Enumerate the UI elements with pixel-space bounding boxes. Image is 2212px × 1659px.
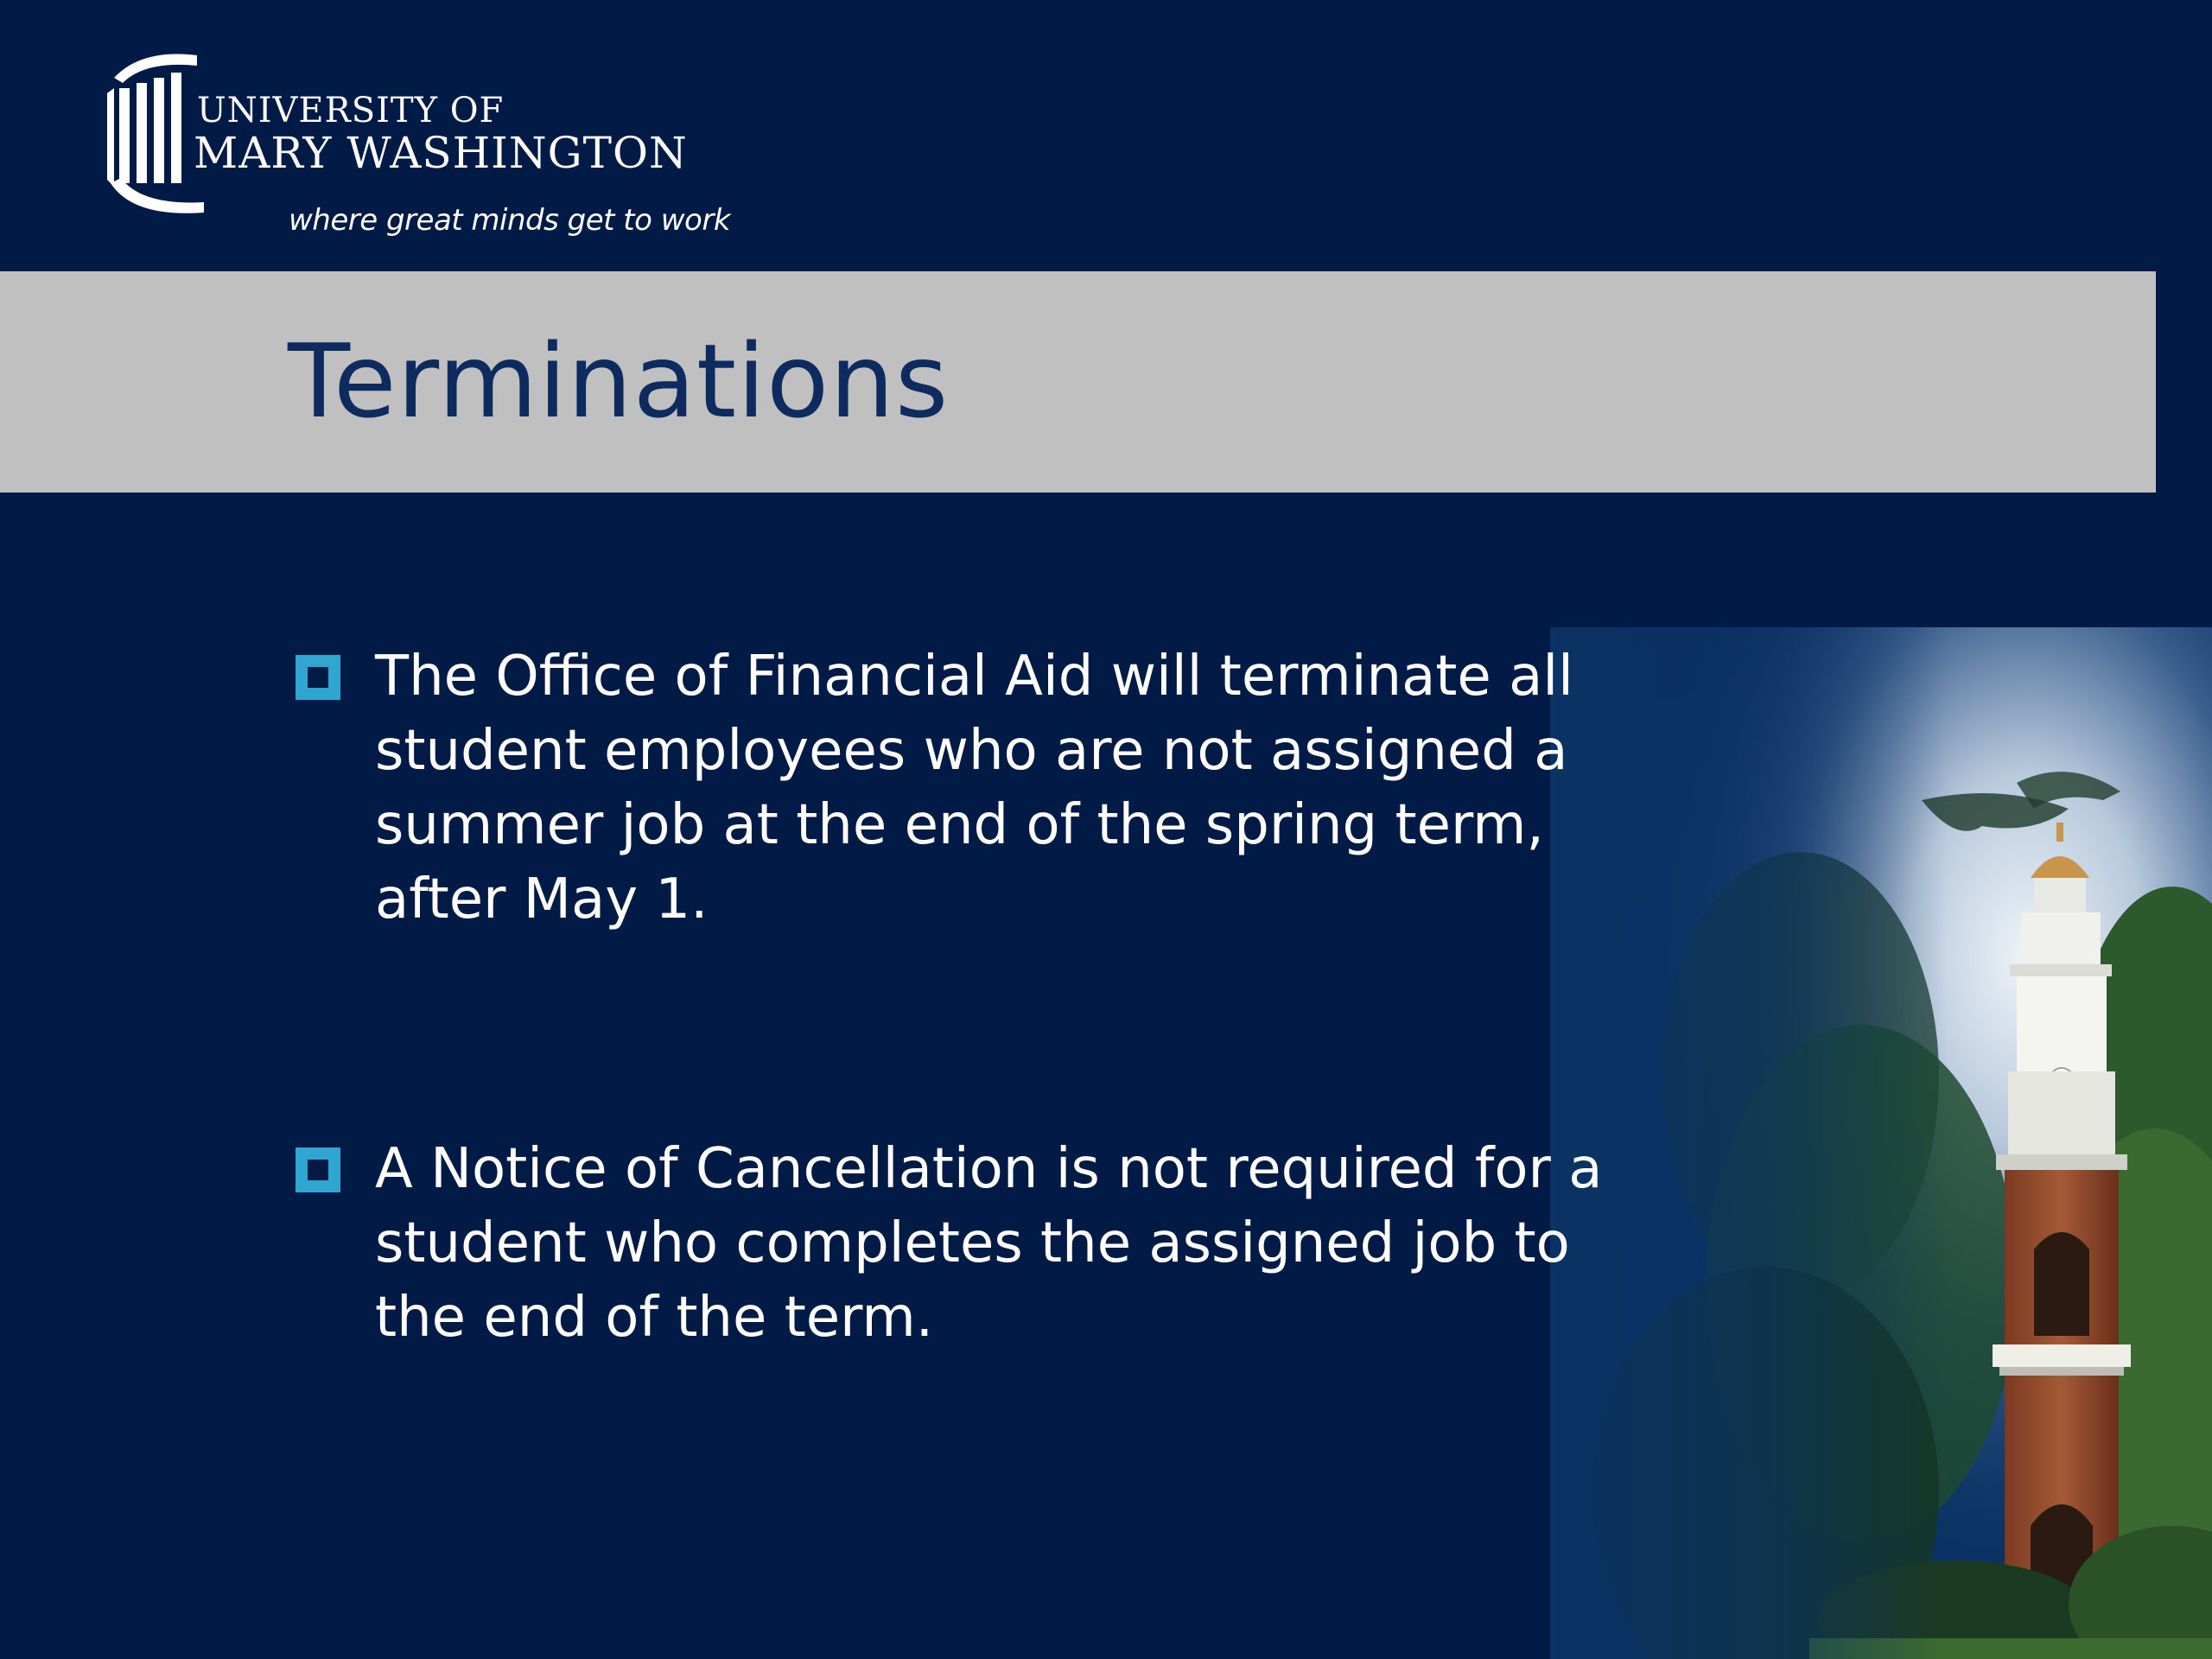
square-bullet-icon (296, 1147, 340, 1192)
logo-mary-washington: MARY WASHINGTON (194, 128, 688, 178)
logo-tagline: where great minds get to work (289, 203, 731, 238)
slide-title: Terminations (288, 321, 950, 441)
bullet-text: A Notice of Cancellation is not required for a student who completes the assigned job to the end of the term. (375, 1137, 1603, 1350)
logo-university-of: UNIVERSITY OF (197, 91, 505, 130)
square-bullet-icon (296, 655, 340, 700)
bullet-text: The Office of Financial Aid will terminate all student employees who are not assigned a summer job at the end of the spring term, after May 1. (375, 645, 1573, 931)
